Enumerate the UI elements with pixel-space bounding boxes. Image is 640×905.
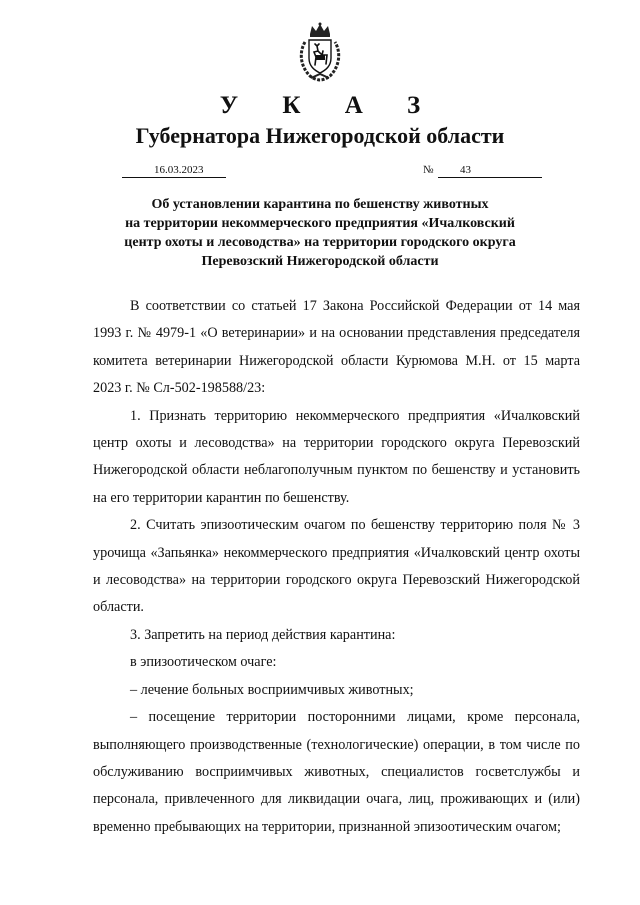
clause-2-paragraph: 2. Считать эпизоотическим очагом по бешенству территорию поля № 3 урочища «Запьянка» некоммерческого предприятия «Ичалковский центр охоты и лесоводства» на территории городского округа Перевозский Нижегородской области. — [93, 517, 580, 616]
document-type-heading: У К А З — [219, 92, 440, 119]
preamble-paragraph: В соответствии со статьей 17 Закона Российской Федерации от 14 мая 1993 г. № 4979-1 «О ветеринарии» и на основании представления председателя комитета ветеринарии Нижегородской области Курюмова М.Н. от 15 марта 2023 г. № Сл-502-198588/23: — [93, 298, 580, 397]
document-date-field — [122, 163, 226, 178]
title-line: Перевозский Нижегородской области — [201, 254, 439, 269]
document-date: 16.03.2023 — [154, 164, 204, 176]
clause-1-paragraph: 1. Признать территорию некоммерческого предприятия «Ичалковский центр охоты и лесоводства» на территории городского округа Перевозский Нижегородской области неблагополучным пунктом по бешенству и установить на его территории карантин по бешенству. — [93, 407, 580, 506]
number-sign: № — [423, 164, 434, 176]
clause-3-item: – посещение территории посторонними лицами, кроме персонала, выполняющего производственные (технологические) операции, в том числе по обслуживанию восприимчивых животных, специалистов госветслужбы и персонала, привлеченного для ликвидации очага, лиц, проживающих и (или) временно пребывающих на территории, признанной эпизоотическим очагом; — [93, 709, 580, 835]
issuer-heading: Губернатора Нижегородской области — [135, 123, 505, 148]
clause-3-item: – лечение больных восприимчивых животных; — [130, 681, 414, 698]
title-line: на территории некоммерческого предприятия «Ичалковский — [125, 216, 515, 231]
document-title — [100, 195, 540, 271]
clause-3-subheading: в эпизоотическом очаге: — [130, 654, 277, 671]
document-body — [93, 293, 580, 841]
title-line: центр охоты и лесоводства» на территории городского округа — [124, 235, 516, 250]
document-number-field — [438, 163, 542, 178]
document-number: 43 — [460, 164, 471, 176]
clause-3-paragraph: 3. Запретить на период действия карантина: — [130, 626, 396, 643]
coat-of-arms-emblem — [296, 22, 344, 82]
title-line: Об установлении карантина по бешенству животных — [151, 197, 489, 212]
